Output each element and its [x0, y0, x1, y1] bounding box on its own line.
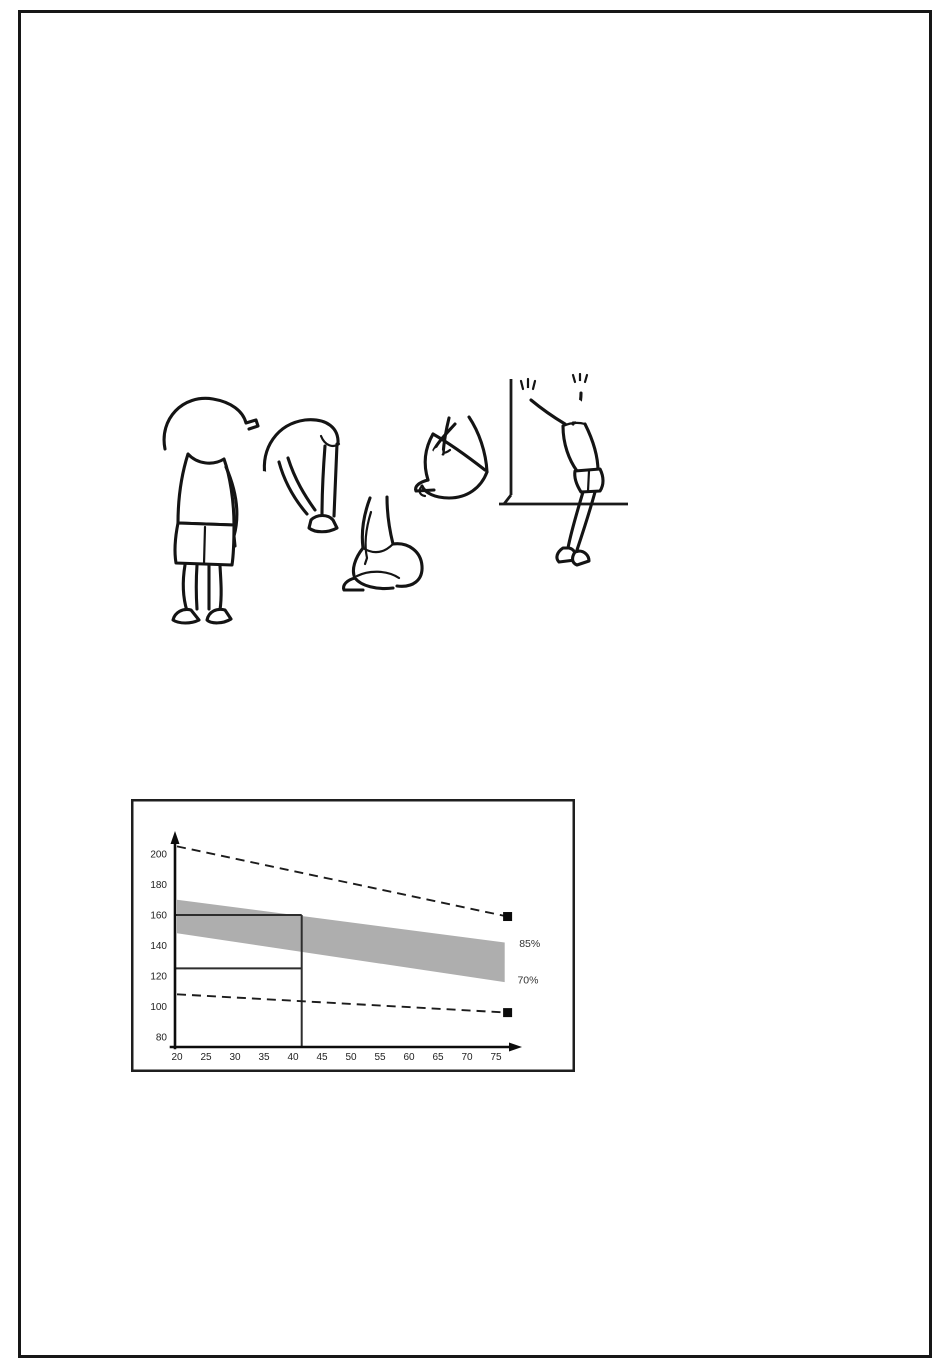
maximum-heart-rate-line: [177, 846, 508, 916]
lower-heart-rate-line: [177, 994, 508, 1012]
x-tick-label: 45: [316, 1052, 328, 1063]
y-tick-label: 120: [150, 971, 167, 983]
exercise-illustration: [125, 373, 630, 625]
band-percent-label: 70%: [517, 974, 539, 987]
x-axis-arrow-icon: [509, 1043, 522, 1052]
y-tick-label: 80: [155, 1032, 167, 1044]
x-tick-label: 55: [374, 1052, 386, 1063]
toe-touch-forward-bend-figure: [249, 420, 339, 532]
standing-side-bend-figure: [164, 398, 258, 623]
page-border: [18, 10, 932, 1358]
heart-rate-chart-panel: [131, 799, 575, 1072]
y-tick-label: 140: [150, 941, 167, 952]
x-tick-label: 30: [229, 1052, 241, 1063]
x-tick-label: 25: [200, 1052, 212, 1063]
line-end-marker-icon: [503, 1008, 512, 1017]
y-tick-label: 100: [150, 1002, 167, 1013]
kneeling-floor-sit-figure: [344, 473, 423, 590]
target-zone-band: [177, 900, 505, 982]
x-tick-label: 40: [287, 1052, 299, 1063]
y-tick-label: 160: [150, 910, 167, 922]
x-tick-label: 60: [403, 1052, 415, 1063]
seated-knee-hug-figure: [416, 392, 487, 499]
x-tick-label: 70: [461, 1052, 473, 1063]
x-tick-label: 75: [490, 1052, 502, 1063]
x-tick-label: 35: [258, 1052, 270, 1063]
line-end-marker-icon: [503, 912, 512, 921]
x-tick-label: 65: [432, 1052, 444, 1063]
wall-lean-stretch-figure: [499, 374, 628, 565]
target-heart-rate-chart: [131, 799, 575, 1072]
y-tick-label: 180: [150, 880, 167, 891]
x-tick-label: 20: [171, 1052, 183, 1063]
y-tick-label: 200: [150, 849, 167, 861]
x-tick-label: 50: [345, 1052, 357, 1063]
y-axis-arrow-icon: [171, 831, 180, 844]
band-percent-label: 85%: [519, 937, 541, 950]
